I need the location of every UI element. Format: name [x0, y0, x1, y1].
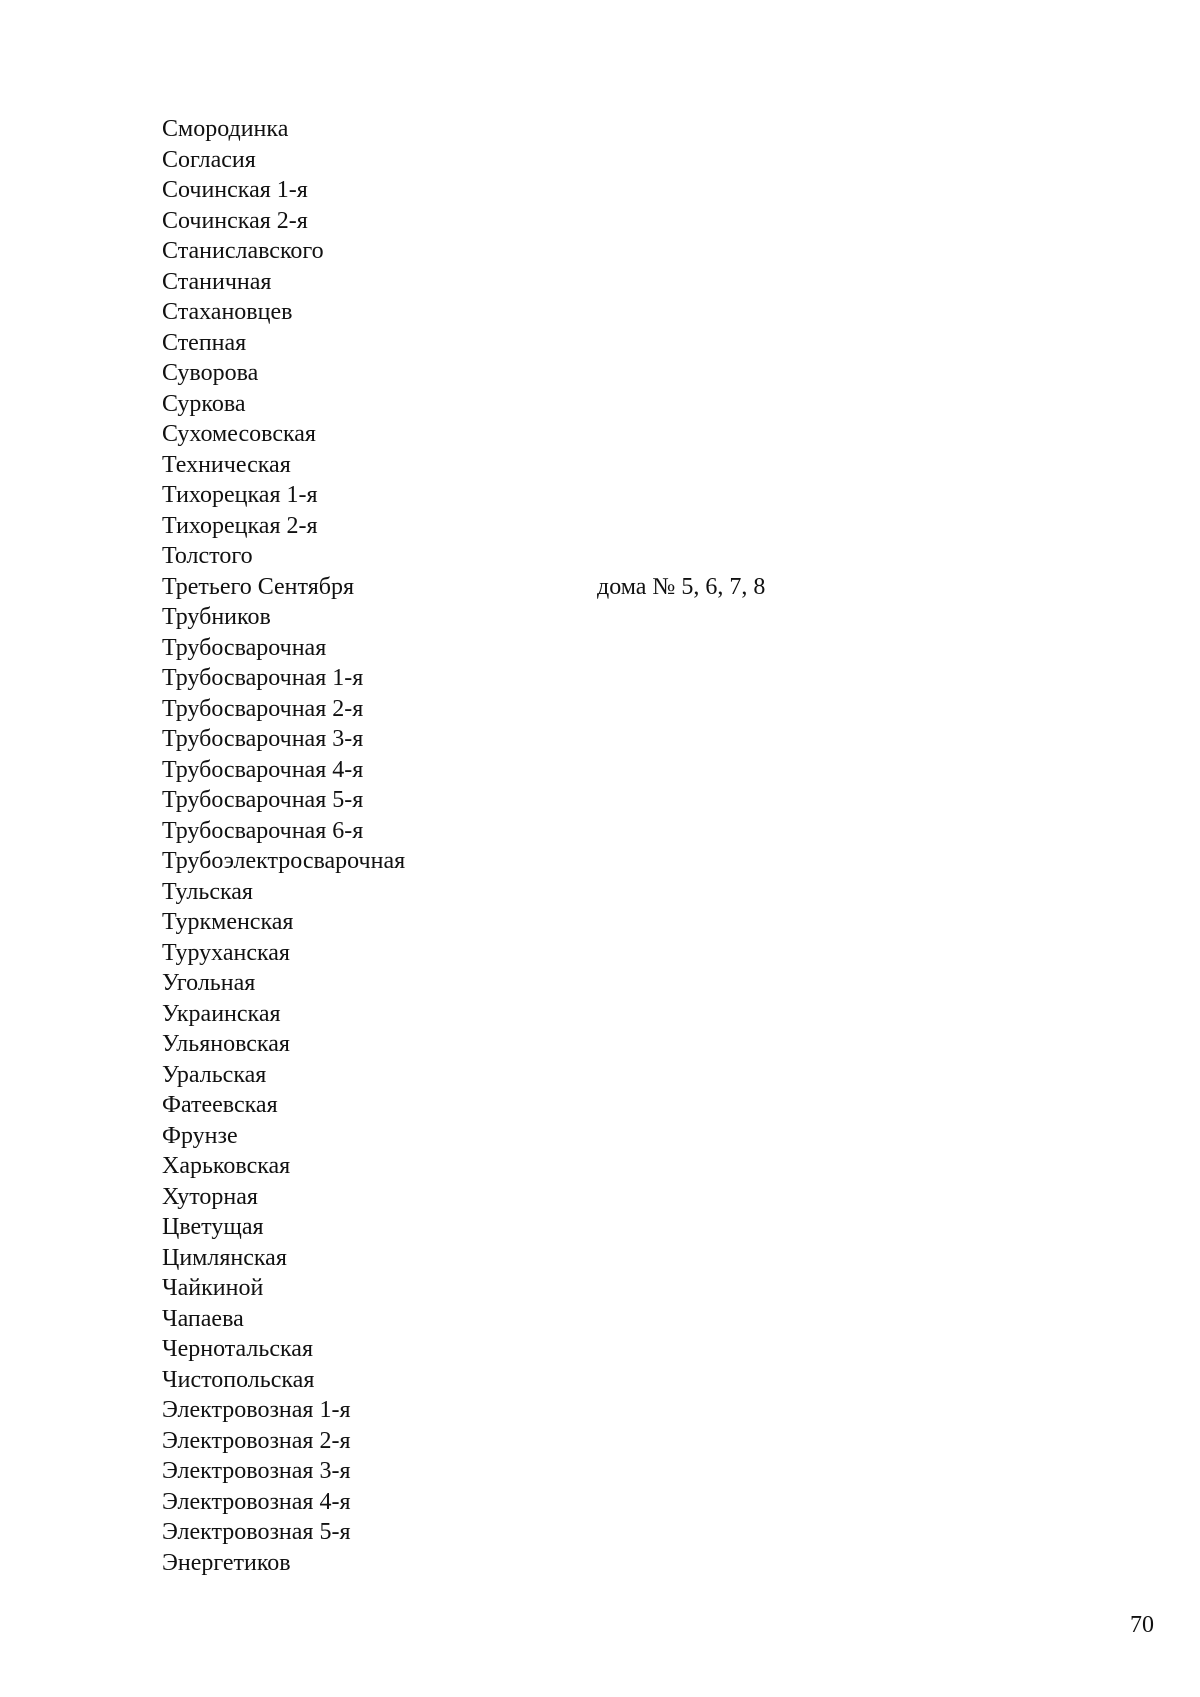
street-row [162, 1365, 405, 1396]
street-name: Станиславского [162, 238, 324, 264]
street-name: Станичная [162, 268, 272, 295]
street-name: Чернотальская [162, 1336, 313, 1362]
street-name: Тульская [162, 878, 253, 905]
street-row [162, 938, 405, 969]
street-row [162, 1548, 405, 1579]
street-name: Цветущая [162, 1214, 264, 1240]
street-row [162, 694, 405, 725]
street-name: Трубосварочная 3-я [162, 726, 364, 752]
street-name: Третьего Сентября [162, 573, 354, 600]
street-row [162, 480, 405, 511]
street-row [162, 1517, 405, 1548]
street-row [162, 785, 405, 816]
street-name: Электровозная 2-я [162, 1427, 351, 1454]
street-row [162, 450, 405, 481]
street-name: Энергетиков [162, 1549, 291, 1576]
street-row [162, 1395, 405, 1426]
street-row [162, 1212, 405, 1243]
street-name: Сочинская 1-я [162, 177, 308, 203]
street-row [162, 175, 405, 206]
street-name: Харьковская [162, 1153, 291, 1179]
street-row [162, 1029, 405, 1060]
street-row [162, 663, 405, 694]
street-row [162, 724, 405, 755]
street-row [162, 999, 405, 1030]
street-note: дома № 5, 6, 7, 8 [597, 573, 766, 600]
street-name: Степная [162, 329, 247, 356]
street-name: Тихорецкая 2-я [162, 512, 318, 539]
street-name: Техническая [162, 451, 291, 478]
street-name: Уральская [162, 1061, 267, 1088]
street-name: Фатеевская [162, 1092, 278, 1118]
street-name: Трубосварочная 1-я [162, 665, 364, 691]
street-row [162, 236, 405, 267]
street-name: Смородинка [162, 116, 289, 142]
page-number: 70 [1130, 1612, 1154, 1638]
street-name: Трубосварочная 5-я [162, 787, 364, 813]
street-name: Стахановцев [162, 299, 293, 325]
street-name: Трубосварочная 2-я [162, 695, 364, 722]
street-row [162, 145, 405, 176]
street-row [162, 755, 405, 786]
street-name: Украинская [162, 1000, 281, 1027]
street-name: Туруханская [162, 939, 290, 966]
street-row [162, 572, 766, 603]
street-name: Хуторная [162, 1183, 258, 1210]
street-row [162, 541, 405, 572]
street-name: Трубосварочная 6-я [162, 817, 364, 844]
street-row [162, 1487, 405, 1518]
street-name: Электровозная 3-я [162, 1458, 351, 1484]
street-row [162, 602, 405, 633]
street-row [162, 1060, 405, 1091]
street-row [162, 877, 405, 908]
street-row [162, 1182, 405, 1213]
street-name: Суркова [162, 390, 246, 417]
street-row [162, 968, 405, 999]
street-row [162, 633, 405, 664]
street-row [162, 389, 405, 420]
street-name: Трубников [162, 604, 271, 630]
street-name: Фрунзе [162, 1122, 238, 1149]
street-row [162, 1243, 405, 1274]
street-name: Цимлянская [162, 1244, 287, 1271]
street-name: Трубосварочная [162, 634, 327, 661]
street-name: Чистопольская [162, 1366, 315, 1393]
street-row [162, 1426, 405, 1457]
street-name: Чайкиной [162, 1275, 264, 1301]
street-name: Сухомесовская [162, 421, 316, 447]
street-name: Трубосварочная 4-я [162, 756, 364, 783]
street-row [162, 1090, 405, 1121]
street-name: Туркменская [162, 909, 294, 935]
street-row [162, 1334, 405, 1365]
street-row [162, 358, 405, 389]
street-name: Трубоэлектросварочная [162, 848, 406, 874]
street-row [162, 1273, 405, 1304]
street-list [162, 114, 766, 1578]
street-name: Электровозная 1-я [162, 1397, 351, 1423]
street-name: Ульяновская [162, 1031, 290, 1057]
street-row [162, 297, 405, 328]
street-name: Угольная [162, 970, 256, 996]
street-row [162, 206, 405, 237]
street-row [162, 267, 405, 298]
street-row [162, 419, 405, 450]
street-row [162, 1121, 405, 1152]
street-row [162, 328, 405, 359]
street-name: Электровозная 5-я [162, 1519, 351, 1545]
street-name: Толстого [162, 543, 253, 569]
street-name: Суворова [162, 360, 259, 386]
street-row [162, 907, 405, 938]
street-row [162, 114, 405, 145]
street-row [162, 816, 405, 847]
street-name: Согласия [162, 146, 256, 173]
street-name: Электровозная 4-я [162, 1488, 351, 1515]
street-row [162, 1456, 405, 1487]
street-name: Сочинская 2-я [162, 207, 308, 234]
street-name: Тихорецкая 1-я [162, 482, 318, 508]
street-row [162, 846, 405, 877]
street-row [162, 1304, 405, 1335]
street-row [162, 511, 405, 542]
street-row [162, 1151, 405, 1182]
street-name: Чапаева [162, 1305, 244, 1332]
